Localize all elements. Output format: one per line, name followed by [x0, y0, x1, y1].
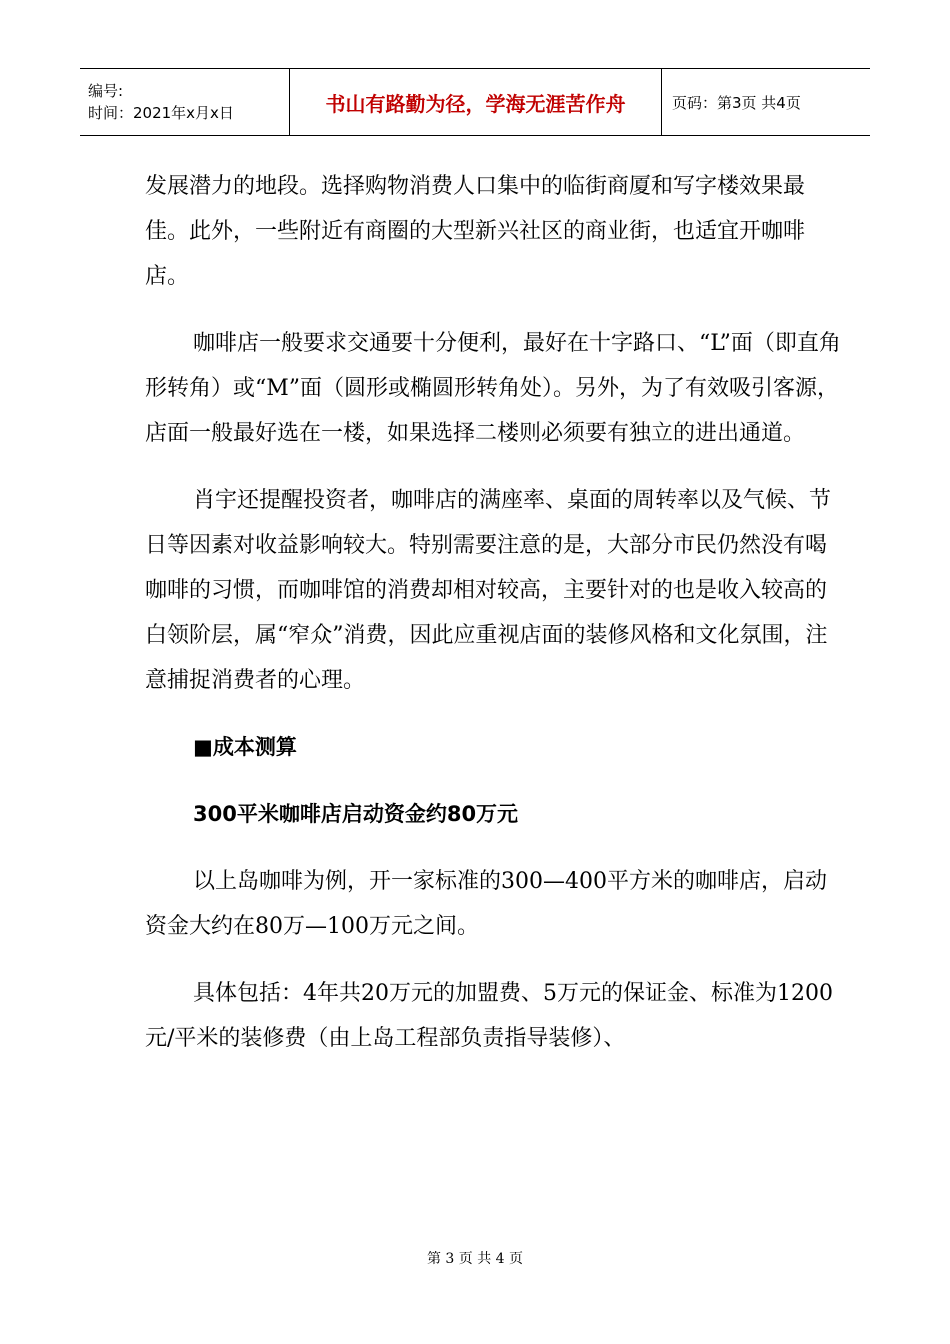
- page-footer: 第 3 页 共 4 页: [426, 1251, 524, 1267]
- paragraph-4: 以上岛咖啡为例，开一家标准的300—400平方米的咖啡店，启动资金大约在80万—100万元之间。: [145, 869, 827, 939]
- sub-heading: 300平米咖啡店启动资金约80万元: [193, 802, 519, 826]
- header-table: [80, 68, 870, 136]
- header-info-cell: [80, 69, 290, 136]
- motto: 书山有路勤为径，学海无涯苦作舟: [290, 69, 662, 136]
- section-heading: ■成本测算: [193, 735, 297, 759]
- number-label: 编号:: [88, 82, 124, 100]
- paragraph-2: 咖啡店一般要求交通要十分便利，最好在十字路口、“L”面（即直角形转角）或“M”面（圆形或椭圆形转角处）。另外，为了有效吸引客源，店面一般最好选在一楼，如果选择二楼则必须要有独立的进出通道。: [145, 331, 841, 446]
- page-code: 页码：第3页 共4页: [662, 69, 871, 136]
- document-body: [145, 164, 845, 1083]
- time-label: 时间：2021年x月x日: [88, 104, 234, 122]
- paragraph-1: 发展潜力的地段。选择购物消费人口集中的临街商厦和写字楼效果最佳。此外，一些附近有商圈的大型新兴社区的商业街，也适宜开咖啡店。: [145, 174, 806, 289]
- paragraph-3: 肖宇还提醒投资者，咖啡店的满座率、桌面的周转率以及气候、节日等因素对收益影响较大。特别需要注意的是，大部分市民仍然没有喝咖啡的习惯，而咖啡馆的消费却相对较高，主要针对的也是收入较高的白领阶层，属“窄众”消费，因此应重视店面的装修风格和文化氛围，注意捕捉消费者的心理。: [145, 488, 832, 693]
- paragraph-5: 具体包括：4年共20万元的加盟费、5万元的保证金、标准为1200元/平米的装修费（由上岛工程部负责指导装修）、: [145, 981, 833, 1051]
